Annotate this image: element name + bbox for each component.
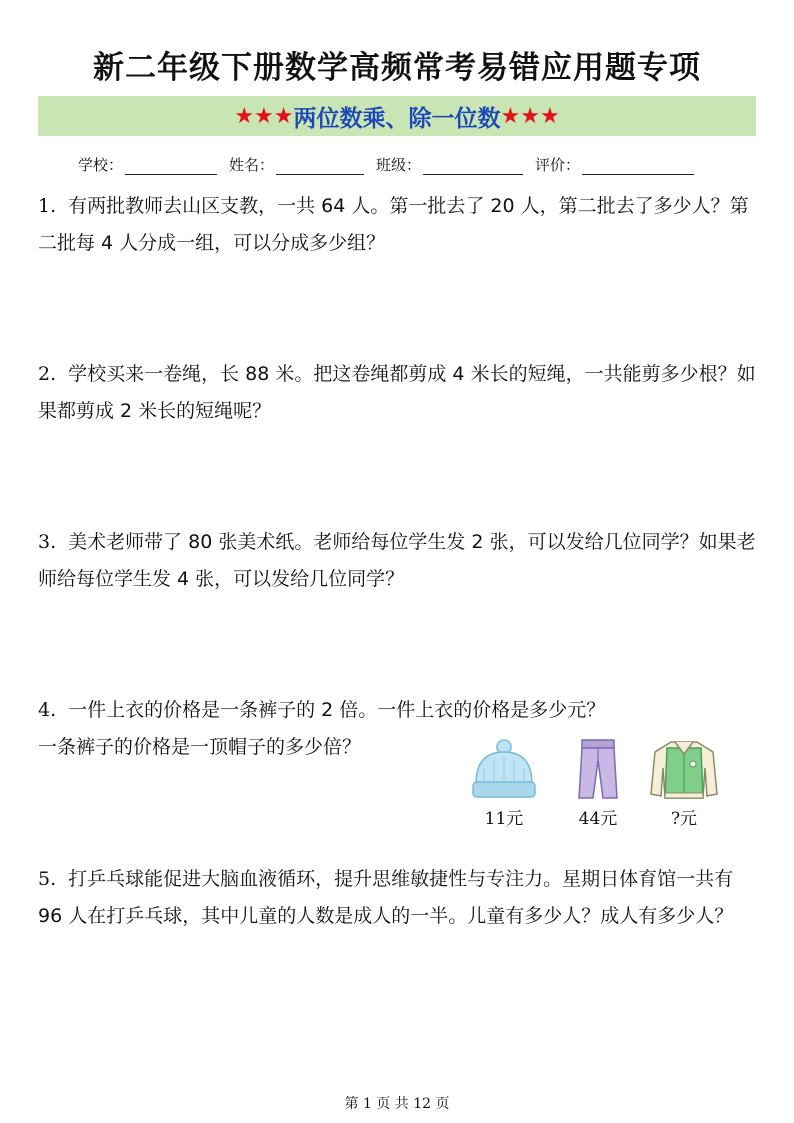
question-5 [38,861,758,935]
page-title: 新二年级下册数学高频常考易错应用题专项 [93,50,701,86]
student-info-row [78,154,728,175]
question-number: 4. [38,699,57,721]
name-label: 姓名： [229,156,275,174]
question-1 [38,188,758,262]
hat-icon [470,738,538,800]
jacket-item [644,738,724,829]
stars-left: ★★★ [234,103,294,129]
question-3 [38,524,758,598]
pants-price: 44元 [578,809,618,829]
pants-item [558,738,638,829]
question-number: 1. [38,195,57,217]
hat-item [464,738,544,829]
jacket-price: ?元 [670,809,698,829]
page-footer: 第 1 页 共 12 页 [344,1096,450,1112]
question-text-line2: 一条裤子的价格是一顶帽子的多少倍？ [38,736,362,758]
hat-price: 11元 [484,809,524,829]
school-field[interactable] [125,160,217,175]
question-text-line1: 一件上衣的价格是一条裤子的 2 倍。一件上衣的价格是多少元？ [68,699,606,721]
jacket-icon [649,738,719,800]
question-text: 打乒乓球能促进大脑血液循环，提升思维敏捷性与专注力。星期日体育馆一共有 96 人在打乒乓球，其中儿童的人数是成人的一半。儿童有多少人？成人有多少人？ [38,868,734,927]
class-field[interactable] [423,160,523,175]
topic-text: 两位数乘、除一位数 [293,105,501,132]
question-number: 5. [38,868,57,890]
price-pictures [464,738,734,833]
question-number: 2. [38,363,57,385]
rating-label: 评价： [535,156,581,174]
question-text: 有两批教师去山区支教，一共 64 人。第一批去了 20 人，第二批去了多少人？第二批每 4 人分成一组，可以分成多少组？ [38,195,749,254]
rating-field[interactable] [582,160,694,175]
pants-icon [573,738,623,800]
question-text: 美术老师带了 80 张美术纸。老师给每位学生发 2 张，可以发给几位同学？如果老师给每位学生发 4 张，可以发给几位同学？ [38,531,756,590]
question-number: 3. [38,531,57,553]
stars-right: ★★★ [500,103,560,129]
name-field[interactable] [276,160,364,175]
school-label: 学校： [78,156,124,174]
question-2 [38,356,758,430]
question-text: 学校买来一卷绳，长 88 米。把这卷绳都剪成 4 米长的短绳，一共能剪多少根？如果都剪成 2 米长的短绳呢？ [38,363,756,422]
topic-banner [38,96,756,136]
class-label: 班级： [376,156,422,174]
